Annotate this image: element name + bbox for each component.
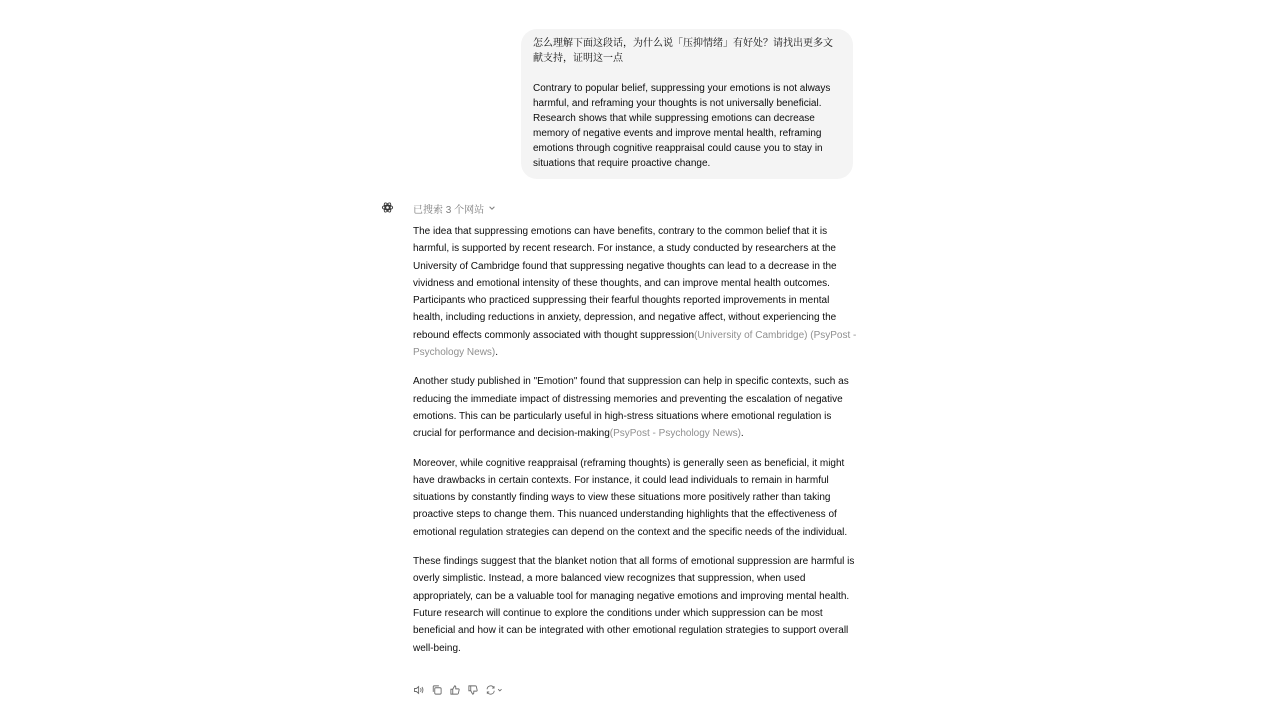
citation-link[interactable]: (University of Cambridge) bbox=[694, 329, 808, 341]
read-aloud-icon[interactable] bbox=[413, 684, 425, 696]
regenerate-icon bbox=[485, 684, 496, 696]
user-message-bubble bbox=[521, 29, 853, 179]
citation-link[interactable]: (PsyPost - Psychology News) bbox=[609, 428, 741, 440]
chevron-down-icon bbox=[497, 687, 503, 693]
user-quoted-text: Contrary to popular belief, suppressing your emotions is not always harmful, and reframing your thoughts is not universally beneficial. Research shows that while suppressing emotions can decrease memory of negative events and improve mental health, reframing emotions through cognitive reappraisal could cause you to stay in situations that require proactive change. bbox=[533, 83, 831, 169]
response-paragraph bbox=[413, 553, 859, 657]
chevron-down-icon bbox=[488, 204, 496, 212]
citation-link[interactable]: (PsyPost - Psychology News) bbox=[413, 329, 857, 359]
paragraph-text: The idea that suppressing emotions can have benefits, contrary to the common belief that it is harmful, is supported by recent research. For instance, a study conducted by researchers at the University of Cambridge found that suppressing negative thoughts can lead to a decrease in the vividness and emotional intensity of these thoughts, and can improve mental health outcomes. Participants who practiced suppressing their fearful thoughts reported improvements in mental health, including reductions in anxiety, depression, and negative affect, without experiencing the rebound effects commonly associated with thought suppression bbox=[413, 226, 837, 341]
response-paragraph bbox=[413, 373, 859, 442]
paragraph-text: Moreover, while cognitive reappraisal (reframing thoughts) is generally seen as beneficial, it might have drawbacks in certain contexts. For instance, it could lead individuals to remain in harmful situations by constantly finding ways to view these situations more positively rather than taking proactive steps to change them. This nuanced understanding highlights that the effectiveness of emotional regulation strategies can depend on the context and the specific needs of the individual. bbox=[413, 457, 848, 538]
thumbs-up-icon[interactable] bbox=[449, 684, 461, 696]
paragraph-end: . bbox=[495, 347, 499, 359]
user-question: 怎么理解下面这段话，为什么说「压抑情绪」有好处？请找出更多文献支持，证明这一点 bbox=[533, 38, 833, 64]
openai-logo-icon bbox=[381, 201, 394, 214]
paragraph-end: . bbox=[740, 428, 744, 440]
regenerate-button[interactable] bbox=[485, 684, 503, 696]
searched-sources-toggle[interactable] bbox=[413, 201, 496, 215]
assistant-response bbox=[413, 223, 859, 669]
thumbs-down-icon[interactable] bbox=[467, 684, 479, 696]
copy-icon[interactable] bbox=[431, 684, 443, 696]
paragraph-text: These findings suggest that the blanket notion that all forms of emotional suppression are harmful is overly simplistic. Instead, a more balanced view recognizes that suppression, when used appropriately, can be a valuable tool for managing negative emotions and improving mental health. Future research will continue to explore the conditions under which suppression can be most beneficial and how it can be integrated with other emotional regulation strategies to support overall well-being. bbox=[413, 556, 855, 654]
paragraph-text: Another study published in "Emotion" found that suppression can help in specific contexts, such as reducing the immediate impact of distressing memories and preventing the escalation of negative emotions. This can be particularly useful in high-stress situations where emotional regulation is crucial for performance and decision-making bbox=[413, 376, 849, 440]
response-paragraph bbox=[413, 455, 859, 541]
sources-label: 已搜索 3 个网站 bbox=[413, 204, 485, 216]
message-action-bar bbox=[413, 684, 509, 696]
response-paragraph bbox=[413, 223, 859, 361]
